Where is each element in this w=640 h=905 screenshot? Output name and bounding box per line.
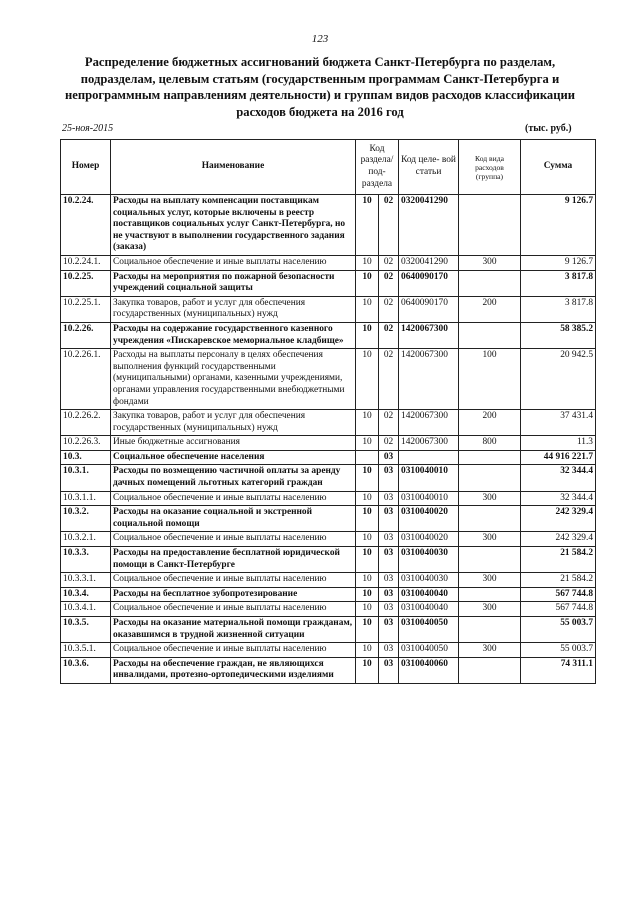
- cell-subsection: 03: [379, 587, 399, 602]
- cell-section: 10: [356, 255, 379, 270]
- cell-subsection: 02: [379, 195, 399, 256]
- table-row: [61, 296, 596, 322]
- cell-sum: 55 003.7: [521, 643, 596, 658]
- cell-article: 0310040010: [399, 491, 459, 506]
- cell-group: [459, 506, 521, 532]
- cell-group: 300: [459, 643, 521, 658]
- header-article: Код целе- вой статьи: [399, 140, 459, 195]
- cell-group: 300: [459, 573, 521, 588]
- cell-article: 0310040020: [399, 532, 459, 547]
- cell-name: Социальное обеспечение и иные выплаты населению: [111, 602, 356, 617]
- cell-subsection: 03: [379, 617, 399, 643]
- table-row: [61, 617, 596, 643]
- cell-article: 0310040020: [399, 506, 459, 532]
- cell-name: Расходы на мероприятия по пожарной безопасности учреждений социальной защиты: [111, 270, 356, 296]
- cell-section: 10: [356, 532, 379, 547]
- cell-sum: 9 126.7: [521, 195, 596, 256]
- cell-number: 10.2.25.: [61, 270, 111, 296]
- cell-section: 10: [356, 602, 379, 617]
- header-section: Код раздела/ под- раздела: [356, 140, 399, 195]
- cell-subsection: 02: [379, 296, 399, 322]
- header-group: Код вида расходов (группа): [459, 140, 521, 195]
- cell-sum: 58 385.2: [521, 322, 596, 348]
- cell-number: 10.3.3.1.: [61, 573, 111, 588]
- cell-group: 800: [459, 436, 521, 451]
- cell-number: 10.3.: [61, 450, 111, 465]
- cell-subsection: 02: [379, 270, 399, 296]
- table-row: [61, 587, 596, 602]
- cell-subsection: 02: [379, 410, 399, 436]
- cell-section: 10: [356, 296, 379, 322]
- cell-section: 10: [356, 573, 379, 588]
- cell-group: [459, 465, 521, 491]
- cell-number: 10.3.4.: [61, 587, 111, 602]
- cell-section: 10: [356, 465, 379, 491]
- cell-subsection: 03: [379, 602, 399, 617]
- cell-section: [356, 450, 379, 465]
- table-header-row: [61, 140, 596, 195]
- cell-number: 10.3.1.: [61, 465, 111, 491]
- cell-group: 300: [459, 532, 521, 547]
- cell-article: 0640090170: [399, 270, 459, 296]
- cell-name: Закупка товаров, работ и услуг для обеспечения государственных (муниципальных) нужд: [111, 410, 356, 436]
- cell-subsection: 03: [379, 491, 399, 506]
- cell-section: 10: [356, 270, 379, 296]
- cell-sum: 3 817.8: [521, 296, 596, 322]
- cell-sum: 32 344.4: [521, 465, 596, 491]
- cell-subsection: 03: [379, 657, 399, 683]
- cell-sum: 242 329.4: [521, 532, 596, 547]
- header-number: Номер: [61, 140, 111, 195]
- cell-section: 10: [356, 491, 379, 506]
- cell-group: [459, 617, 521, 643]
- table-row: [61, 349, 596, 410]
- cell-sum: 74 311.1: [521, 657, 596, 683]
- cell-article: 0310040040: [399, 587, 459, 602]
- cell-subsection: 02: [379, 436, 399, 451]
- table-row: [61, 573, 596, 588]
- cell-sum: 242 329.4: [521, 506, 596, 532]
- document-date: 25-ноя-2015: [62, 123, 114, 134]
- cell-group: 300: [459, 602, 521, 617]
- page-number: 123: [311, 33, 329, 45]
- cell-number: 10.2.24.: [61, 195, 111, 256]
- cell-subsection: 02: [379, 349, 399, 410]
- cell-sum: 567 744.8: [521, 587, 596, 602]
- cell-article: 0320041290: [399, 255, 459, 270]
- table-row: [61, 532, 596, 547]
- cell-section: 10: [356, 436, 379, 451]
- document-title: Распределение бюджетных ассигнований бюджета Санкт-Петербурга по разделам, подразделам, целевым статьям (государственным программам Санкт-Петербурга и непрограммным направлениям деятельности) и группам видов расходов классификации расходов бюджета на 2016 год: [65, 55, 575, 119]
- table-row: [61, 195, 596, 256]
- cell-name: Расходы на оказание материальной помощи гражданам, оказавшимся в трудной жизненной ситуации: [111, 617, 356, 643]
- cell-subsection: 02: [379, 255, 399, 270]
- cell-section: 10: [356, 195, 379, 256]
- cell-article: 1420067300: [399, 410, 459, 436]
- cell-sum: 44 916 221.7: [521, 450, 596, 465]
- cell-group: 200: [459, 410, 521, 436]
- table-row: [61, 255, 596, 270]
- cell-number: 10.2.26.1.: [61, 349, 111, 410]
- header-sum: Сумма: [521, 140, 596, 195]
- cell-section: 10: [356, 349, 379, 410]
- cell-article: 0310040050: [399, 617, 459, 643]
- cell-name: Расходы на выплаты персоналу в целях обеспечения выполнения функций государственными (муниципальными) органами, казенными учреждениями, органами управления государственными внебюджетными фондами: [111, 349, 356, 410]
- cell-sum: 55 003.7: [521, 617, 596, 643]
- cell-sum: 3 817.8: [521, 270, 596, 296]
- cell-subsection: 03: [379, 506, 399, 532]
- cell-number: 10.2.25.1.: [61, 296, 111, 322]
- table-row: [61, 602, 596, 617]
- cell-group: [459, 195, 521, 256]
- table-row: [61, 491, 596, 506]
- cell-name: Социальное обеспечение и иные выплаты населению: [111, 532, 356, 547]
- cell-section: 10: [356, 643, 379, 658]
- cell-article: 0320041290: [399, 195, 459, 256]
- cell-subsection: 03: [379, 643, 399, 658]
- cell-number: 10.3.4.1.: [61, 602, 111, 617]
- cell-section: 10: [356, 617, 379, 643]
- cell-subsection: 03: [379, 547, 399, 573]
- cell-name: Расходы на предоставление бесплатной юридической помощи в Санкт-Петербурге: [111, 547, 356, 573]
- cell-section: 10: [356, 322, 379, 348]
- cell-name: Расходы на содержание государственного казенного учреждения «Пискаревское мемориальное кладбище»: [111, 322, 356, 348]
- cell-sum: 21 584.2: [521, 573, 596, 588]
- cell-number: 10.3.2.: [61, 506, 111, 532]
- cell-name: Расходы на бесплатное зубопротезирование: [111, 587, 356, 602]
- units-label: (тыс. руб.): [525, 123, 572, 134]
- cell-section: 10: [356, 587, 379, 602]
- table-row: [61, 643, 596, 658]
- cell-number: 10.3.2.1.: [61, 532, 111, 547]
- cell-number: 10.3.1.1.: [61, 491, 111, 506]
- cell-subsection: 03: [379, 465, 399, 491]
- cell-subsection: 03: [379, 450, 399, 465]
- table-row: [61, 465, 596, 491]
- cell-number: 10.3.5.: [61, 617, 111, 643]
- table-row: [61, 436, 596, 451]
- cell-group: [459, 322, 521, 348]
- table-row: [61, 322, 596, 348]
- cell-number: 10.2.24.1.: [61, 255, 111, 270]
- cell-article: 1420067300: [399, 436, 459, 451]
- table-row: [61, 450, 596, 465]
- cell-article: 0310040030: [399, 573, 459, 588]
- cell-section: 10: [356, 506, 379, 532]
- table-row: [61, 410, 596, 436]
- table-row: [61, 547, 596, 573]
- cell-sum: 32 344.4: [521, 491, 596, 506]
- cell-number: 10.2.26.3.: [61, 436, 111, 451]
- cell-subsection: 02: [379, 322, 399, 348]
- cell-group: [459, 657, 521, 683]
- cell-sum: 37 431.4: [521, 410, 596, 436]
- cell-sum: 9 126.7: [521, 255, 596, 270]
- cell-article: 0310040060: [399, 657, 459, 683]
- cell-name: Расходы на выплату компенсации поставщикам социальных услуг, которые включены в реестр поставщиков социальных услуг Санкт-Петербурга, но не участвуют в выполнении государственного задания (заказа): [111, 195, 356, 256]
- cell-group: 100: [459, 349, 521, 410]
- table-row: [61, 657, 596, 683]
- cell-number: 10.2.26.: [61, 322, 111, 348]
- cell-article: 0640090170: [399, 296, 459, 322]
- cell-number: 10.3.5.1.: [61, 643, 111, 658]
- cell-name: Социальное обеспечение и иные выплаты населению: [111, 491, 356, 506]
- cell-group: [459, 547, 521, 573]
- cell-sum: 20 942.5: [521, 349, 596, 410]
- cell-subsection: 03: [379, 532, 399, 547]
- cell-name: Иные бюджетные ассигнования: [111, 436, 356, 451]
- budget-table: [60, 139, 596, 684]
- cell-number: 10.3.6.: [61, 657, 111, 683]
- cell-article: 0310040010: [399, 465, 459, 491]
- cell-sum: 567 744.8: [521, 602, 596, 617]
- cell-article: [399, 450, 459, 465]
- cell-article: 1420067300: [399, 322, 459, 348]
- header-name: Наименование: [111, 140, 356, 195]
- cell-name: Социальное обеспечение и иные выплаты населению: [111, 573, 356, 588]
- cell-group: 300: [459, 255, 521, 270]
- cell-group: 300: [459, 491, 521, 506]
- cell-number: 10.2.26.2.: [61, 410, 111, 436]
- cell-article: 0310040030: [399, 547, 459, 573]
- cell-name: Социальное обеспечение населения: [111, 450, 356, 465]
- cell-section: 10: [356, 657, 379, 683]
- cell-sum: 11.3: [521, 436, 596, 451]
- cell-sum: 21 584.2: [521, 547, 596, 573]
- cell-article: 1420067300: [399, 349, 459, 410]
- cell-subsection: 03: [379, 573, 399, 588]
- cell-name: Расходы на оказание социальной и экстренной социальной помощи: [111, 506, 356, 532]
- cell-group: [459, 587, 521, 602]
- cell-name: Расходы по возмещению частичной оплаты за аренду дачных помещений льготных категорий граждан: [111, 465, 356, 491]
- cell-group: [459, 450, 521, 465]
- cell-name: Социальное обеспечение и иные выплаты населению: [111, 255, 356, 270]
- cell-name: Расходы на обеспечение граждан, не являющихся инвалидами, протезно-ортопедическими изделиями: [111, 657, 356, 683]
- table-row: [61, 506, 596, 532]
- table-row: [61, 270, 596, 296]
- cell-group: 200: [459, 296, 521, 322]
- cell-article: 0310040050: [399, 643, 459, 658]
- cell-group: [459, 270, 521, 296]
- cell-name: Закупка товаров, работ и услуг для обеспечения государственных (муниципальных) нужд: [111, 296, 356, 322]
- cell-name: Социальное обеспечение и иные выплаты населению: [111, 643, 356, 658]
- cell-article: 0310040040: [399, 602, 459, 617]
- cell-number: 10.3.3.: [61, 547, 111, 573]
- cell-section: 10: [356, 547, 379, 573]
- cell-section: 10: [356, 410, 379, 436]
